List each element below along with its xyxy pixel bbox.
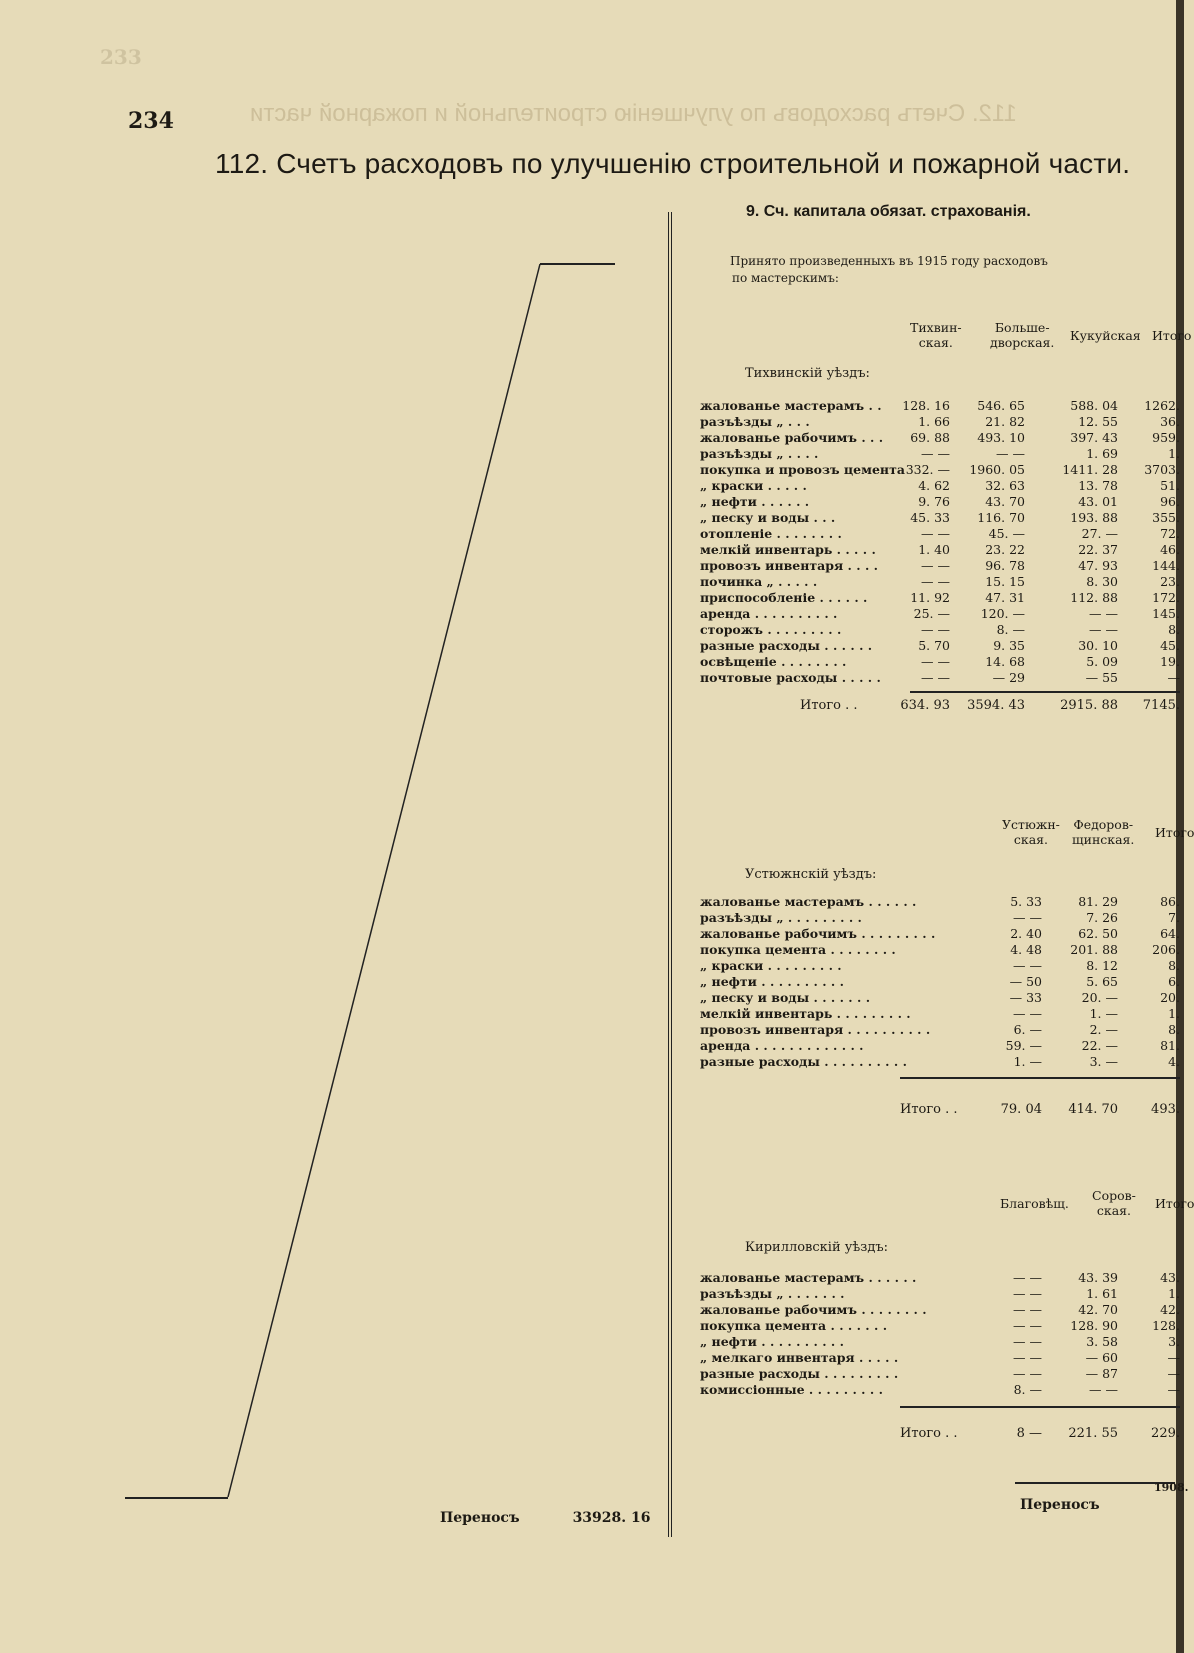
table-row: „ песку и воды . . . 45. 33 116. 70 193. 88 355. [700,510,1180,525]
col-header: Устюжн- ская. [1002,817,1060,847]
intro-line-1: Принято произведенныхъ въ 1915 году расходовъ [730,254,1048,268]
table-row: мелкій инвентарь . . . . . . . . . — — 1. — 1. [700,1006,1180,1021]
table-row: „ нефти . . . . . . 9. 76 43. 70 43. 01 96. [700,494,1180,509]
table-row: разъѣзды „ . . . . . . . — — 1. 61 1. [700,1286,1180,1301]
table-row: покупка цемента . . . . . . . — — 128. 90 128. [700,1318,1180,1333]
table-row: разъѣзды „ . . . . . . . . . — — 7. 26 7. [700,910,1180,925]
region-label: Кирилловскій уѣздъ: [745,1240,888,1255]
table-row: комиссіонные . . . . . . . . . 8. — — — — [700,1382,1180,1397]
table-row: жалованье рабочимъ . . . . . . . . . 2. 40 62. 50 64. [700,926,1180,941]
total-rule [900,1406,1180,1408]
table-row: отопленіе . . . . . . . . — — 45. — 27. — 72. [700,526,1180,541]
col-header: Итого [1152,328,1192,343]
total-rule [900,1077,1180,1079]
col-header: Благовѣщ. [1000,1196,1069,1211]
bleed-through-title: 112. Счетъ расходовъ по улучшенію строительной и пожарной части [250,100,1017,127]
table-row: покупка цемента . . . . . . . . 4. 48 201. 88 206. [700,942,1180,957]
table-row: разные расходы . . . . . . 5. 70 9. 35 30. 10 45. [700,638,1180,653]
col-header: Федоров- щинская. [1072,817,1135,847]
table-row: аренда . . . . . . . . . . . . . 59. — 22. — 81. [700,1038,1180,1053]
table-row: „ краски . . . . . . . . . — — 8. 12 8. [700,958,1180,973]
cancel-top-line [540,263,615,265]
total-row: Итого . . 8 — 221. 55 229. [900,1426,1180,1441]
carry-forward-right [1020,1481,1189,1513]
bleed-through-page-number: 233 [100,45,142,69]
column-divider [668,212,672,1537]
total-rule [910,691,1180,693]
col-header: Итого [1155,1196,1194,1211]
total-row: Итого . . 634. 93 3594. 43 2915. 88 7145. [800,698,1180,713]
table-row: провозъ инвентаря . . . . — — 96. 78 47. 93 144. [700,558,1180,573]
total-row: Итого . . 79. 04 414. 70 493. [900,1102,1180,1117]
table-row: почтовые расходы . . . . . — — — 29 — 55 — [700,670,1180,685]
page-number: 234 [128,108,174,134]
col-header: Итого [1155,825,1194,840]
table-row: „ нефти . . . . . . . . . . — — 3. 58 3. [700,1334,1180,1349]
carry-forward-left [440,1510,651,1526]
table-row: освѣщеніе . . . . . . . . — — 14. 68 5. 09 19. [700,654,1180,669]
carry-rule [1015,1482,1175,1484]
table-row: „ краски . . . . . 4. 62 32. 63 13. 78 51. [700,478,1180,493]
table-row: „ песку и воды . . . . . . . — 33 20. — 20. [700,990,1180,1005]
col-header: Кукуйская [1070,328,1141,343]
table-row: разные расходы . . . . . . . . . . 1. — 3. — 4. [700,1054,1180,1069]
intro-line-2: по мастерскимъ: [732,271,839,285]
carry-label: Переносъ [1020,1497,1100,1513]
table-row: провозъ инвентаря . . . . . . . . . . 6. — 2. — 8. [700,1022,1180,1037]
col-header: Больше- дворская. [990,320,1055,350]
col-header: Тихвин- ская. [910,320,962,350]
table-row: жалованье рабочимъ . . . 69. 88 493. 10 397. 43 959. [700,430,1180,445]
col-header: Соров- ская. [1092,1188,1136,1218]
region-label: Тихвинскій уѣздъ: [745,366,870,381]
table-row: мелкій инвентарь . . . . . 1. 40 23. 22 22. 37 46. [700,542,1180,557]
table-row: приспособленіе . . . . . . 11. 92 47. 31 112. 88 172. [700,590,1180,605]
table-row: сторожъ . . . . . . . . . — — 8. — — — 8. [700,622,1180,637]
table-row: „ мелкаго инвентаря . . . . . — — — 60 — [700,1350,1180,1365]
table-row: жалованье мастерамъ . . 128. 16 546. 65 588. 04 1262. [700,398,1180,413]
table-row: разные расходы . . . . . . . . . — — — 87 — [700,1366,1180,1381]
table-row: жалованье рабочимъ . . . . . . . . — — 42. 70 42. [700,1302,1180,1317]
table-row: „ нефти . . . . . . . . . . — 50 5. 65 6. [700,974,1180,989]
section-heading: 9. Сч. капитала обязат. страхованія. [746,203,1031,220]
table-row: аренда . . . . . . . . . . 25. — 120. — — — 145. [700,606,1180,621]
section-intro [730,253,1048,287]
table-row: разъѣзды „ . . . . — — — — 1. 69 1. [700,446,1180,461]
page-title: 112. Счетъ расходовъ по улучшенію строительной и пожарной части. [215,148,1131,179]
region-label: Устюжнскій уѣздъ: [745,867,877,882]
table-row: жалованье мастерамъ . . . . . . — — 43. 39 43. [700,1270,1180,1285]
cancel-bottom-line [125,1497,228,1499]
carry-value: 33928. 16 [572,1510,651,1526]
carry-label: Переносъ [440,1510,520,1526]
table-row: покупка и провозъ цемента 332. — 1960. 05 1411. 28 3703. [700,462,1180,477]
table-row: разъѣзды „ . . . 1. 66 21. 82 12. 55 36. [700,414,1180,429]
carry-value: 1908. [1154,1481,1189,1494]
table-row: починка „ . . . . . — — 15. 15 8. 30 23. [700,574,1180,589]
table-row: жалованье мастерамъ . . . . . . 5. 33 81. 29 86. [700,894,1180,909]
